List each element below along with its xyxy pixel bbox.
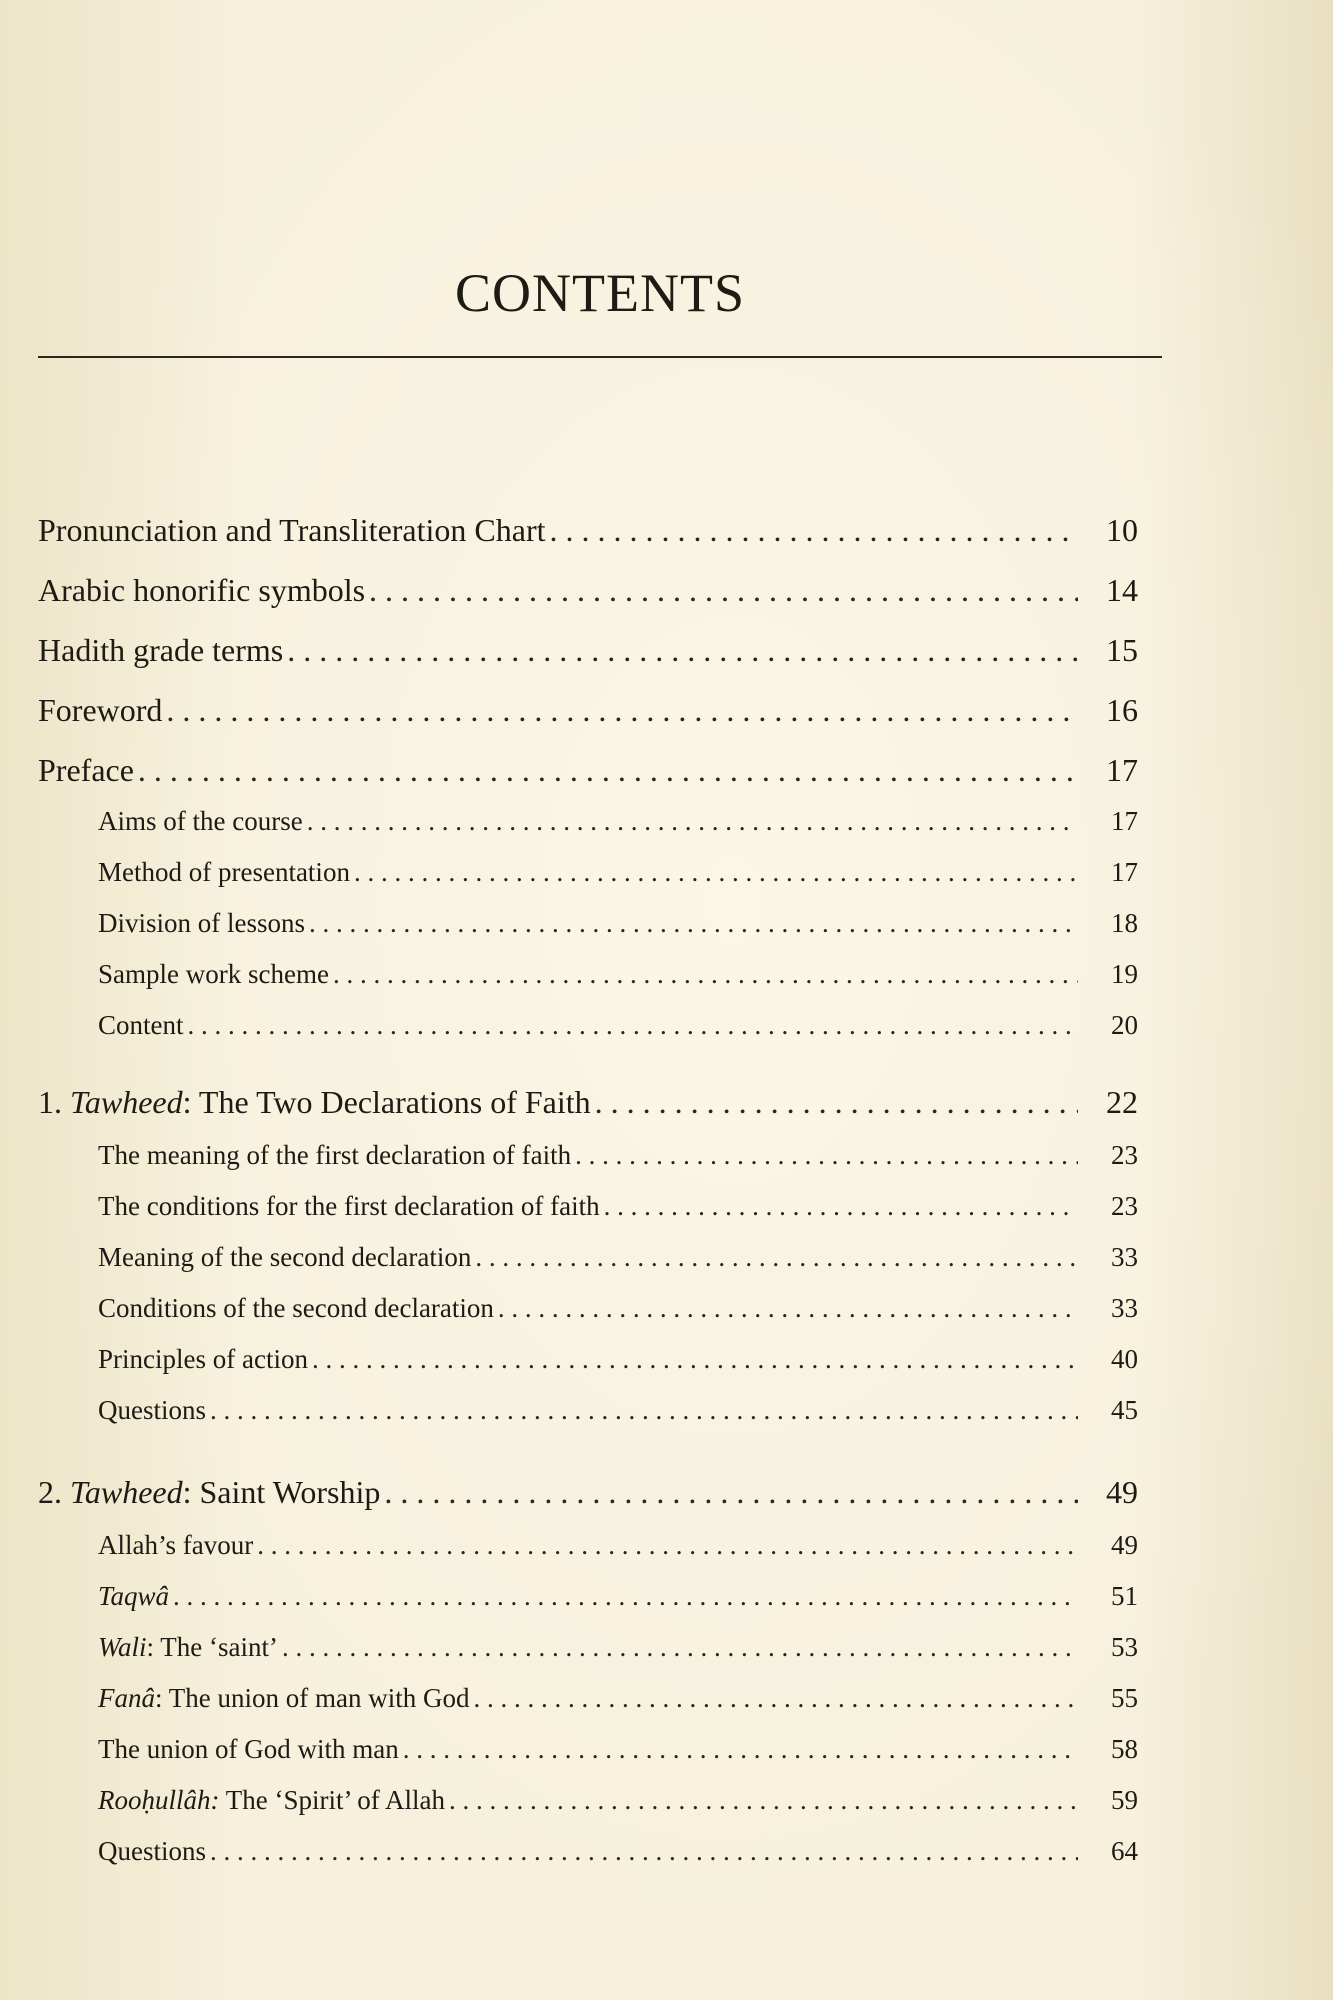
entry-text: The conditions for the first declaration of faith xyxy=(98,1191,600,1221)
page-title: CONTENTS xyxy=(455,263,745,323)
toc-entry-title xyxy=(98,1242,471,1273)
toc-entry-title xyxy=(98,1836,206,1867)
toc-chapter-entry xyxy=(38,512,1138,549)
dot-leader xyxy=(575,1140,1078,1171)
dot-leader xyxy=(257,1530,1078,1561)
page-number: 51 xyxy=(1111,1581,1138,1611)
page-number: 49 xyxy=(1111,1530,1138,1560)
italic-term: Tawheed xyxy=(70,1084,183,1120)
dot-leader xyxy=(369,572,1078,609)
toc-section-entry xyxy=(98,1293,1138,1324)
toc-entry-title xyxy=(38,632,283,669)
page-number: 17 xyxy=(1111,857,1138,887)
dot-leader xyxy=(138,752,1078,789)
entry-text: Meaning of the second declaration xyxy=(98,1242,472,1272)
toc-entry-title xyxy=(38,512,546,549)
page-number: 33 xyxy=(1111,1242,1138,1272)
toc-section-entry xyxy=(98,908,1138,939)
chapter-number: 2. xyxy=(38,1474,70,1510)
entry-text: : The Two Declarations of Faith xyxy=(182,1084,591,1120)
entry-text: Method of presentation xyxy=(98,857,350,887)
toc-section-entry xyxy=(98,806,1138,837)
dot-leader xyxy=(188,1010,1079,1041)
entry-text: Division of lessons xyxy=(98,908,306,938)
toc-chapter-entry xyxy=(38,1474,1138,1511)
italic-term: Fanâ xyxy=(98,1683,155,1713)
dot-leader xyxy=(173,1581,1078,1612)
dot-leader xyxy=(287,632,1078,669)
entry-text: The ‘Spirit’ of Allah xyxy=(219,1785,445,1815)
entry-text: The union of God with man xyxy=(98,1734,399,1764)
toc-chapter-entry xyxy=(38,632,1138,669)
page-number: 14 xyxy=(1106,572,1138,608)
toc-chapter-entry xyxy=(38,752,1138,789)
italic-term: Rooḥullâh: xyxy=(98,1785,220,1815)
toc-section-entry xyxy=(98,1632,1138,1663)
toc-entry-title xyxy=(98,1293,494,1324)
italic-term: Taqwâ xyxy=(98,1581,170,1611)
toc-entry-title xyxy=(98,1140,571,1171)
toc-entry-title xyxy=(38,572,365,609)
toc-chapter-entry xyxy=(38,1084,1138,1121)
entry-text: Aims of the course xyxy=(98,806,303,836)
toc-entry-title xyxy=(98,1191,600,1222)
dot-leader xyxy=(307,806,1078,837)
toc-entry-title xyxy=(98,1581,169,1612)
toc-entry-title xyxy=(98,1530,253,1561)
toc-section-entry xyxy=(98,959,1138,990)
page-number: 10 xyxy=(1106,512,1138,548)
dot-leader xyxy=(604,1191,1078,1222)
page-number: 55 xyxy=(1111,1683,1138,1713)
toc-chapter-entry xyxy=(38,692,1138,729)
entry-text: Arabic honorific symbols xyxy=(38,572,366,608)
page-number: 64 xyxy=(1111,1836,1138,1866)
toc-section-entry xyxy=(98,1191,1138,1222)
page-number: 33 xyxy=(1111,1293,1138,1323)
page-number: 53 xyxy=(1111,1632,1138,1662)
toc-section-entry xyxy=(98,1242,1138,1273)
entry-text: Questions xyxy=(98,1836,206,1866)
entry-text: Principles of action xyxy=(98,1344,308,1374)
page-number: 59 xyxy=(1111,1785,1138,1815)
dot-leader xyxy=(210,1836,1078,1867)
dot-leader xyxy=(384,1474,1078,1511)
entry-text: Allah’s favour xyxy=(98,1530,254,1560)
entry-text: Content xyxy=(98,1010,184,1040)
entry-text: Pronunciation and Transliteration Chart xyxy=(38,512,546,548)
toc-section-entry xyxy=(98,1683,1138,1714)
dot-leader xyxy=(333,959,1078,990)
dot-leader xyxy=(309,908,1078,939)
toc-entry-title xyxy=(98,959,329,990)
toc-entry-title xyxy=(98,908,305,939)
toc-section-entry xyxy=(98,1836,1138,1867)
chapter-number: 1. xyxy=(38,1084,70,1120)
toc-entry-title xyxy=(38,1084,591,1121)
toc-entry-title xyxy=(98,1785,445,1816)
page-number: 40 xyxy=(1111,1344,1138,1374)
toc-section-entry xyxy=(98,1734,1138,1765)
dot-leader xyxy=(354,857,1078,888)
toc-entry-title xyxy=(98,1010,184,1041)
page-number: 22 xyxy=(1106,1084,1138,1120)
dot-leader xyxy=(166,692,1078,729)
entry-text: Preface xyxy=(38,752,134,788)
page-number: 45 xyxy=(1111,1395,1138,1425)
toc-section-entry xyxy=(98,1785,1138,1816)
entry-text: Conditions of the second declaration xyxy=(98,1293,494,1323)
toc-entry-title xyxy=(98,1734,399,1765)
toc-entry-title xyxy=(98,857,350,888)
toc-chapter-entry xyxy=(38,572,1138,609)
page-number: 58 xyxy=(1111,1734,1138,1764)
dot-leader xyxy=(403,1734,1078,1765)
entry-text: The meaning of the first declaration of faith xyxy=(98,1140,572,1170)
page-number: 18 xyxy=(1111,908,1138,938)
page-number: 17 xyxy=(1106,752,1138,788)
toc-entry-title xyxy=(98,1683,469,1714)
dot-leader xyxy=(449,1785,1078,1816)
entry-text: : Saint Worship xyxy=(182,1474,381,1510)
page-number: 19 xyxy=(1111,959,1138,989)
entry-text: : The ‘saint’ xyxy=(146,1632,278,1662)
toc-entry-title xyxy=(98,806,303,837)
entry-text: Questions xyxy=(98,1395,206,1425)
title-rule xyxy=(38,356,1162,358)
toc-section-entry xyxy=(98,1530,1138,1561)
dot-leader xyxy=(210,1395,1078,1426)
dot-leader xyxy=(473,1683,1078,1714)
toc-section-entry xyxy=(98,1140,1138,1171)
dot-leader xyxy=(475,1242,1078,1273)
toc-section-entry xyxy=(98,1344,1138,1375)
toc-section-entry xyxy=(98,857,1138,888)
toc-entry-title xyxy=(38,1474,380,1511)
page-number: 20 xyxy=(1111,1010,1138,1040)
entry-text: Sample work scheme xyxy=(98,959,329,989)
page-number: 23 xyxy=(1111,1140,1138,1170)
toc-entry-title xyxy=(38,752,134,789)
page-number: 23 xyxy=(1111,1191,1138,1221)
toc-entry-title xyxy=(98,1395,206,1426)
page-number: 49 xyxy=(1106,1474,1138,1510)
dot-leader xyxy=(595,1084,1078,1121)
dot-leader xyxy=(282,1632,1078,1663)
dot-leader xyxy=(498,1293,1078,1324)
dot-leader xyxy=(550,512,1079,549)
toc-entry-title xyxy=(98,1632,278,1663)
italic-term: Tawheed xyxy=(70,1474,183,1510)
page-number: 15 xyxy=(1106,632,1138,668)
dot-leader xyxy=(312,1344,1078,1375)
toc-section-entry xyxy=(98,1395,1138,1426)
italic-term: Wali xyxy=(98,1632,147,1662)
entry-text: Foreword xyxy=(38,692,163,728)
page-number: 17 xyxy=(1111,806,1138,836)
toc-entry-title xyxy=(38,692,162,729)
entry-text: Hadith grade terms xyxy=(38,632,284,668)
toc-section-entry xyxy=(98,1581,1138,1612)
entry-text: : The union of man with God xyxy=(155,1683,470,1713)
toc-entry-title xyxy=(98,1344,308,1375)
toc-section-entry xyxy=(98,1010,1138,1041)
page-number: 16 xyxy=(1106,692,1138,728)
